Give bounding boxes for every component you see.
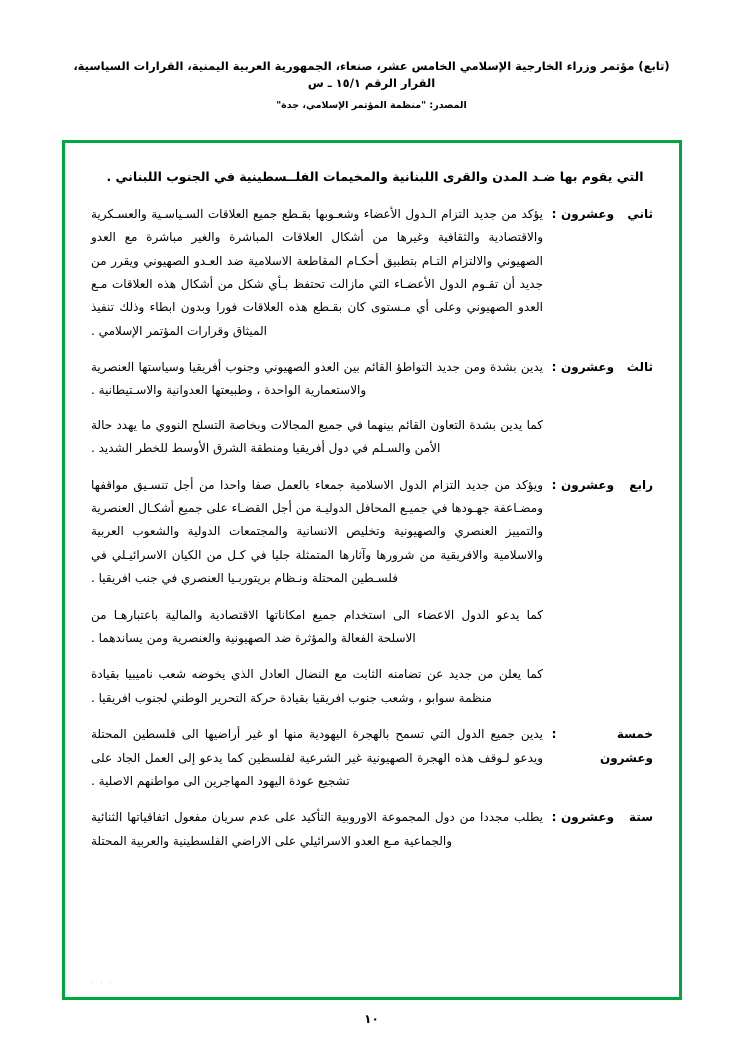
clause-25-label: خمسة وعشرون bbox=[599, 727, 653, 765]
scan-artifact: . . . bbox=[91, 976, 114, 985]
clause-26-colon: : bbox=[551, 810, 557, 825]
clause-24-label: رابع وعشرون bbox=[561, 477, 653, 492]
label-spacer bbox=[547, 604, 653, 651]
clause-25-para-1: يدين جميع الدول التي تسمح بالهجرة اليهودية منها او غير أراضيها الى فلسطين المحتلة ويدعو لـوقف هذه الهجرة الصهيونية غير الشرعية لفلسطين كما يدعو إلى العمل الجاد على تشجيع عودة اليهود المهاجرين الى مواطنهم الاصلية . bbox=[91, 727, 543, 788]
clause-22 bbox=[91, 203, 653, 343]
page-header bbox=[55, 58, 688, 111]
subparagraph-1 bbox=[91, 604, 653, 651]
clause-24-body bbox=[91, 474, 547, 591]
clause-23-para-2: كما يدين بشدة التعاون القائم بينهما في جميع المجالات وبخاصة التسلح النووي ما يهدد حالة الأمن والسـلم في دول أفريقيا ومنطقة الشرق الأوسط للخطر الشديد . bbox=[91, 417, 543, 456]
clause-24 bbox=[91, 474, 653, 591]
clause-25-body bbox=[91, 723, 547, 793]
lead-paragraph: التي يقوم بها ضـد المدن والقرى اللبنانية والمخيمات الفلــسطينية في الجنوب اللبناني . bbox=[106, 169, 644, 184]
clause-23-para-1: يدين بشدة ومن جديد التواطؤ القائم بين العدو الصهيوني وجنوب أفريقيا وسياستها العنصرية والاستعمارية الواحدة ، وطبيعتها العدوانية والاسـتيطانية . bbox=[91, 360, 543, 398]
clause-24-para-1: ويؤكد من جديد التزام الدول الاسلامية جمعاء بالعمل صفا واحدا من أجل تنسـيق مواقفها ومضـاعفة جهـودها في جميـع المحافل الدوليـة من أجل القضـاء على جميع أشكـال العنصرية والتمييز العنصري والصهيونية وتخليص الانسانية والمجتمعات الدولية والشعوب العربية والاسلامية والافريقية من شرورها وآثارها المتمثلة جليا في كـل من الكيان الاسرائيـلي في فلسـطين المحتلة ونـظام بريتوربـيا العنصري في جنب افريقيا . bbox=[91, 477, 543, 586]
clause-26-body bbox=[91, 806, 547, 853]
content-frame bbox=[62, 140, 682, 1000]
header-source: المصدر: "منظمة المؤتمر الإسلامي، جدة" bbox=[276, 99, 467, 111]
clause-23-label: ثالث وعشرون bbox=[561, 360, 653, 375]
clause-26 bbox=[91, 806, 653, 853]
clause-25-colon: : bbox=[551, 727, 557, 742]
subparagraph-1-text: كما يدعو الدول الاعضاء الى استخدام جميع امكاناتها الاقتصادية والمالية باعتبارهـا من الاسلحة الفعالة والمؤثرة ضد الصهيونية والعنصرية ومن يساندهما . bbox=[91, 607, 543, 645]
clause-22-body bbox=[91, 203, 547, 343]
header-title: (تابع) مؤتمر وزراء الخارجية الإسلامي الخامس عشر، صنعاء، الجمهورية العربية اليمنية، القرارات السياسية، القرار الرقم ١٥/١ ـ س bbox=[73, 59, 670, 91]
clause-23-colon: : bbox=[551, 360, 557, 375]
subparagraph-2 bbox=[91, 663, 653, 710]
page-number: ١٠ bbox=[364, 1012, 379, 1026]
clause-23-body bbox=[91, 356, 547, 461]
label-spacer bbox=[547, 663, 653, 710]
clause-24-colon: : bbox=[551, 477, 557, 492]
clause-25 bbox=[91, 723, 653, 793]
clause-22-label: ثاني وعشرون bbox=[561, 206, 653, 221]
clause-26-para-1: يطلب مجددا من دول المجموعة الاوروبية التأكيد على عدم سريان مفعول اتفاقياتها الثنائية والجماعية مـع العدو الاسرائيلي على الاراضي الفلسطينية والعربية المحتلة bbox=[91, 810, 543, 848]
content-body bbox=[65, 143, 679, 997]
subparagraph-2-text: كما يعلن من جديد عن تضامنه الثابت مع النضال العادل الذي يخوضه شعب ناميبيا بقيادة منظمة سوابو ، وشعب جنوب افريقيا بقيادة حركة التحرير الوطني لجنوب افريقيا . bbox=[91, 667, 543, 705]
clause-22-para-1: يؤكد من جديد التزام الـدول الأعضاء وشعـوبها بقـطع جميع العلاقات السـياسـية والعسـكرية والاقتصادية والثقافية وغيرها من أشكال العلاقات المباشرة والغير مباشرة مع العدو الصهيوني والالتزام التـام بتطبيق أحكـام المقاطعة الاسلامية ضد العـدو الصهيوني ويقرر من جديد أن تقـوم الدول الأعضـاء التي مازالت تحتفظ بـأي شكل من أشكال هذه العلاقات مـع العدو الصهيوني وعلى أي مـستوى كان بقـطع هذه العلاقات فورا وبدون ابطاء وذلك تنفيذ الميثاق وقرارات المؤتمر الإسلامي . bbox=[91, 206, 543, 338]
clause-26-label: ستة وعشرون bbox=[561, 810, 653, 825]
clause-23 bbox=[91, 356, 653, 461]
clause-22-colon: : bbox=[551, 206, 557, 221]
